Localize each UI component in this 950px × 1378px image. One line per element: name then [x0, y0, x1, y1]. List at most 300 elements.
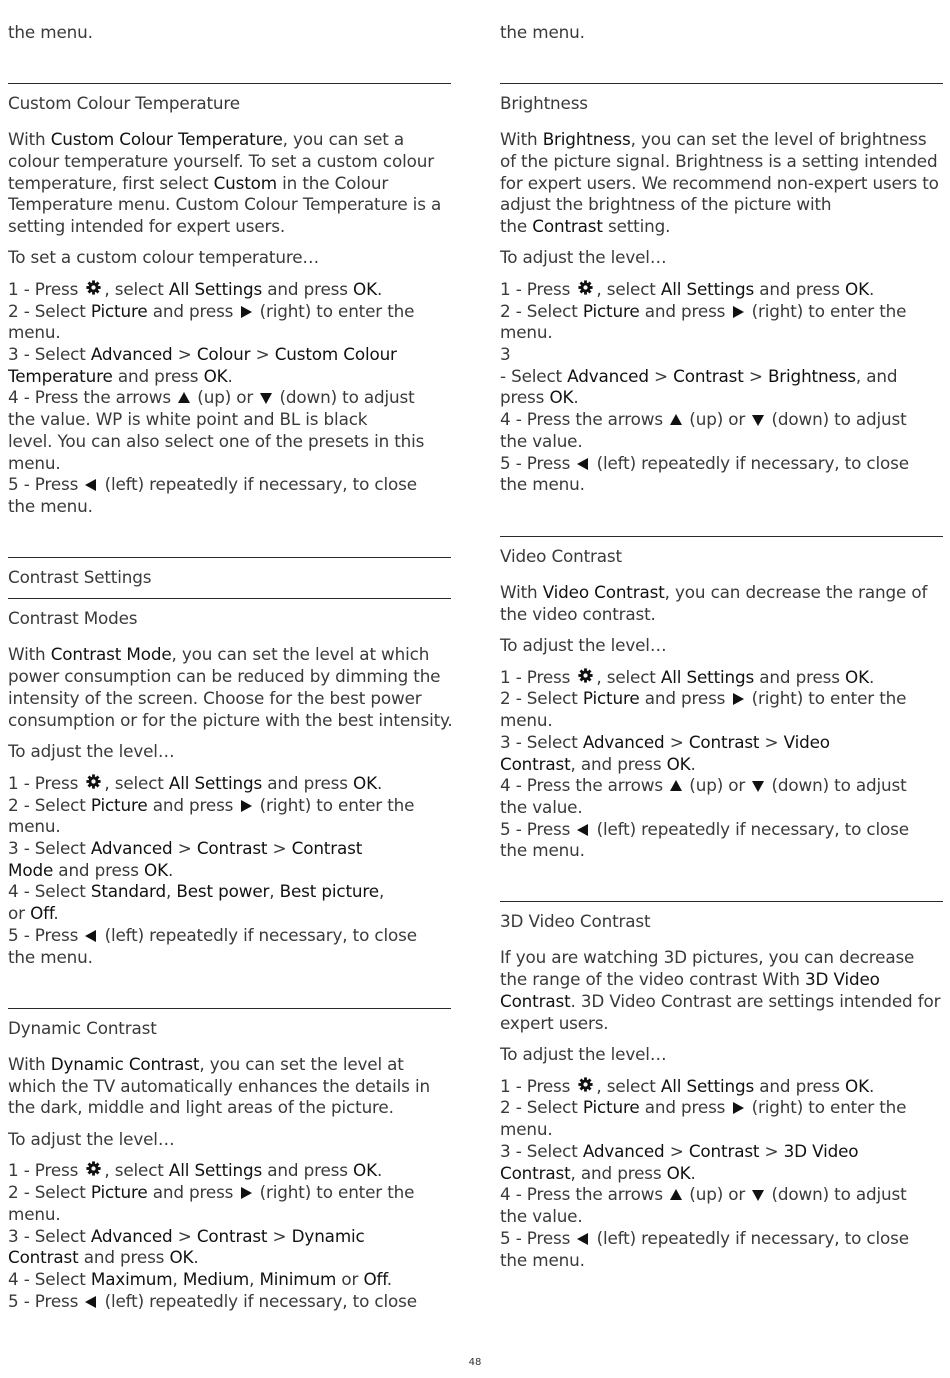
text-line: [8, 300, 414, 323]
menu-term: Advanced: [90, 1226, 173, 1246]
text-run: the video contrast.: [500, 604, 656, 624]
menu-term: Advanced: [582, 1141, 665, 1161]
text-run: 1 - Press: [8, 773, 84, 793]
settings-gear-icon: [85, 773, 102, 795]
text-run: (down) to adjust: [766, 775, 907, 795]
text-run: and press: [147, 795, 239, 815]
text-run: 1 - Press: [500, 667, 576, 687]
arrow-right-icon: [732, 1097, 744, 1119]
text-line: [8, 665, 440, 687]
text-run: >: [250, 344, 275, 364]
text-line: [8, 1268, 392, 1290]
menu-term: Picture: [90, 301, 148, 321]
text-run: Contrast Settings: [8, 567, 152, 587]
text-run: (down) to adjust: [766, 1184, 907, 1204]
menu-term: Mode: [8, 860, 54, 880]
text-run: .: [868, 279, 875, 299]
text-run: 3D Video Contrast: [500, 911, 651, 931]
menu-term: All Settings: [660, 279, 755, 299]
text-run: .: [376, 1160, 383, 1180]
text-line: [500, 774, 907, 797]
text-run: , and press: [570, 754, 667, 774]
settings-gear-icon: [577, 1076, 594, 1098]
text-run: and press: [639, 1097, 731, 1117]
menu-term: Medium: [182, 1269, 250, 1289]
text-run: (left) repeatedly if necessary, to close: [99, 925, 417, 945]
text-line: [500, 321, 553, 343]
text-line: [8, 21, 93, 43]
menu-term: Picture: [90, 1182, 148, 1202]
text-run: .: [376, 773, 383, 793]
text-run: , you can set the level at: [199, 1054, 404, 1074]
text-run: the value.: [500, 1206, 583, 1226]
menu-term: Picture: [582, 688, 640, 708]
text-run: >: [172, 1226, 197, 1246]
text-run: menu.: [8, 816, 61, 836]
text-run: 2 - Select: [500, 301, 583, 321]
text-run: Video Contrast: [500, 546, 622, 566]
text-run: ,: [269, 881, 280, 901]
text-line: [500, 408, 907, 431]
text-run: With: [500, 582, 543, 602]
arrow-right-icon: [240, 1182, 252, 1204]
text-line: [8, 193, 441, 215]
text-run: and press: [754, 279, 846, 299]
text-line: [500, 634, 666, 656]
menu-term: OK: [144, 860, 168, 880]
text-run: , select: [104, 1160, 169, 1180]
text-run: setting intended for expert users.: [8, 216, 286, 236]
menu-term: Best power: [176, 881, 270, 901]
text-run: >: [664, 1141, 689, 1161]
menu-term: Best picture: [279, 881, 379, 901]
text-run: and press: [754, 1076, 846, 1096]
text-run: .: [193, 1247, 199, 1267]
menu-term: Minimum: [259, 1269, 337, 1289]
text-line: [500, 753, 696, 775]
text-run: - Select: [500, 366, 568, 386]
text-line: [500, 731, 830, 753]
menu-term: OK: [169, 1247, 194, 1267]
text-run: (left) repeatedly if necessary, to close: [99, 1291, 417, 1311]
text-line: [8, 924, 417, 947]
text-run: , select: [596, 279, 661, 299]
menu-term: OK: [666, 754, 691, 774]
text-run: To adjust the level…: [8, 741, 175, 761]
text-run: (right) to enter the: [254, 1182, 415, 1202]
text-line: [500, 430, 583, 452]
text-line: [500, 193, 831, 215]
text-run: 1 - Press: [8, 279, 84, 299]
text-run: , you can set the level of brightness: [630, 129, 927, 149]
text-line: [8, 343, 397, 365]
text-run: 4 - Press the arrows: [500, 1184, 669, 1204]
text-run: >: [267, 838, 292, 858]
text-run: >: [759, 732, 784, 752]
arrow-left-icon: [85, 925, 97, 947]
text-run: .: [690, 754, 696, 774]
arrow-left-icon: [577, 819, 589, 841]
text-line: [8, 246, 319, 268]
arrow-up-icon: [670, 409, 682, 431]
text-run: Brightness: [500, 93, 588, 113]
text-run: .: [227, 366, 233, 386]
text-line: [500, 910, 650, 932]
text-line: [500, 343, 511, 365]
text-run: and press: [262, 773, 354, 793]
text-run: 2 - Select: [8, 301, 91, 321]
menu-term: All Settings: [660, 1076, 755, 1096]
arrow-left-icon: [85, 474, 97, 496]
text-run: 3 - Select: [8, 1226, 91, 1246]
text-line: [8, 386, 415, 409]
text-line: [500, 21, 585, 43]
text-run: 2 - Select: [8, 1182, 91, 1202]
menu-term: OK: [666, 1163, 691, 1183]
arrow-down-icon: [260, 387, 272, 409]
arrow-down-icon: [752, 775, 764, 797]
text-run: consumption or for the picture with the best intensity.: [8, 710, 453, 730]
text-line: [8, 1225, 365, 1247]
text-run: If you are watching 3D pictures, you can decrease: [500, 947, 915, 967]
text-run: >: [267, 1226, 292, 1246]
section-divider: [8, 1008, 451, 1009]
text-run: ,: [166, 881, 177, 901]
text-run: menu.: [500, 1119, 553, 1139]
text-line: [500, 1249, 585, 1271]
section-divider: [8, 598, 451, 599]
text-line: [500, 1096, 906, 1119]
text-run: , you can set the level at which: [171, 644, 430, 664]
text-run: press: [500, 387, 550, 407]
text-line: [8, 1053, 404, 1075]
text-run: Dynamic Contrast: [8, 1018, 157, 1038]
text-run: and press: [112, 366, 204, 386]
text-run: With: [500, 129, 543, 149]
text-line: [8, 772, 382, 795]
menu-term: OK: [203, 366, 228, 386]
text-run: (down) to adjust: [274, 387, 415, 407]
text-line: [8, 321, 61, 343]
text-run: 4 - Select: [8, 881, 91, 901]
text-run: 2 - Select: [8, 795, 91, 815]
menu-term: Custom Colour Temperature: [50, 129, 283, 149]
text-run: To adjust the level…: [500, 1044, 667, 1064]
text-line: [8, 1017, 157, 1039]
text-line: [8, 902, 59, 924]
text-line: [500, 246, 666, 268]
text-run: and press: [639, 688, 731, 708]
menu-term: Contrast: [196, 838, 268, 858]
menu-term: Contrast: [500, 754, 571, 774]
menu-term: Dynamic Contrast: [50, 1054, 200, 1074]
text-line: [500, 1162, 696, 1184]
text-line: [8, 172, 388, 194]
text-run: (right) to enter the: [746, 688, 907, 708]
text-run: 4 - Select: [8, 1269, 91, 1289]
text-run: (right) to enter the: [254, 795, 415, 815]
menu-term: Contrast: [500, 991, 571, 1011]
text-run: the menu.: [8, 947, 93, 967]
text-line: [500, 1075, 874, 1098]
text-run: colour temperature yourself. To set a custom colour: [8, 151, 434, 171]
text-run: . 3D Video Contrast are settings intended for: [570, 991, 941, 1011]
text-run: (left) repeatedly if necessary, to close: [591, 1228, 909, 1248]
text-line: [500, 215, 670, 237]
text-run: (right) to enter the: [746, 1097, 907, 1117]
text-run: (up) or: [684, 775, 751, 795]
text-line: [500, 1205, 583, 1227]
arrow-up-icon: [178, 387, 190, 409]
menu-term: Contrast: [688, 1141, 760, 1161]
text-run: adjust the brightness of the picture with: [500, 194, 832, 214]
text-run: the value.: [500, 431, 583, 451]
text-line: [8, 365, 233, 387]
menu-term: All Settings: [168, 773, 263, 793]
menu-term: All Settings: [660, 667, 755, 687]
text-run: temperature, first select: [8, 173, 214, 193]
text-run: the menu.: [8, 496, 93, 516]
text-line: [500, 1183, 907, 1206]
text-run: Custom Colour Temperature: [8, 93, 240, 113]
text-line: [500, 581, 927, 603]
text-run: 3: [500, 344, 511, 364]
text-line: [8, 430, 424, 452]
text-run: (right) to enter the: [746, 301, 907, 321]
text-run: , select: [596, 1076, 661, 1096]
text-run: ,: [249, 1269, 260, 1289]
text-line: [8, 1246, 199, 1268]
text-line: [500, 92, 588, 114]
menu-term: OK: [845, 667, 869, 687]
text-run: >: [759, 1141, 784, 1161]
text-run: or: [8, 903, 31, 923]
menu-term: OK: [549, 387, 574, 407]
text-run: and press: [78, 1247, 170, 1267]
arrow-up-icon: [670, 1184, 682, 1206]
text-run: .: [53, 903, 59, 923]
text-line: [8, 607, 137, 629]
menu-term: Custom Colour: [274, 344, 397, 364]
text-run: Contrast Modes: [8, 608, 138, 628]
text-line: [8, 1075, 430, 1097]
arrow-right-icon: [240, 795, 252, 817]
text-line: [8, 452, 61, 474]
text-run: and press: [262, 279, 354, 299]
arrow-right-icon: [732, 301, 744, 323]
text-run: the: [500, 216, 533, 236]
settings-gear-icon: [577, 667, 594, 689]
menu-term: Video: [783, 732, 830, 752]
text-run: .: [868, 667, 875, 687]
text-run: the menu.: [500, 474, 585, 494]
text-run: which the TV automatically enhances the details in: [8, 1076, 430, 1096]
menu-term: OK: [845, 279, 869, 299]
menu-term: Picture: [582, 1097, 640, 1117]
text-run: (left) repeatedly if necessary, to close: [591, 819, 909, 839]
menu-term: 3D Video: [783, 1141, 859, 1161]
menu-term: Contrast: [500, 1163, 571, 1183]
settings-gear-icon: [85, 279, 102, 301]
text-run: .: [167, 860, 174, 880]
menu-term: Contrast: [688, 732, 760, 752]
text-run: , select: [104, 279, 169, 299]
text-run: 1 - Press: [8, 1160, 84, 1180]
section-divider: [500, 901, 943, 902]
text-run: the menu.: [500, 22, 585, 42]
menu-term: Standard: [90, 881, 167, 901]
text-run: With: [8, 129, 51, 149]
menu-term: Brightness: [542, 129, 631, 149]
text-line: [500, 603, 656, 625]
text-run: level. You can also select one of the presets in this: [8, 431, 425, 451]
text-run: the value.: [500, 797, 583, 817]
text-run: (left) repeatedly if necessary, to close: [99, 474, 417, 494]
settings-gear-icon: [577, 279, 594, 301]
text-run: and press: [147, 301, 239, 321]
menu-term: Contrast: [673, 366, 744, 386]
text-line: [8, 278, 382, 301]
text-run: 5 - Press: [500, 819, 576, 839]
text-run: , you can decrease the range of: [664, 582, 928, 602]
text-line: [500, 709, 553, 731]
text-line: [500, 990, 940, 1012]
text-run: 2 - Select: [500, 1097, 583, 1117]
menu-term: Advanced: [90, 344, 173, 364]
section-divider: [500, 536, 943, 537]
text-line: [500, 968, 880, 990]
menu-term: Advanced: [90, 838, 173, 858]
text-run: the range of the video contrast With: [500, 969, 805, 989]
arrow-left-icon: [85, 1291, 97, 1313]
text-run: for expert users. We recommend non-expert users to: [500, 173, 939, 193]
text-run: With: [8, 644, 51, 664]
text-run: the menu.: [8, 22, 93, 42]
text-line: [500, 1227, 909, 1250]
text-run: (up) or: [684, 409, 751, 429]
text-run: >: [172, 344, 197, 364]
text-line: [8, 1181, 414, 1204]
text-run: (down) to adjust: [766, 409, 907, 429]
text-run: , and press: [570, 1163, 667, 1183]
menu-term: OK: [353, 279, 377, 299]
menu-term: 3D Video: [805, 969, 880, 989]
text-line: [500, 796, 583, 818]
text-run: 1 - Press: [500, 1076, 576, 1096]
menu-term: Picture: [90, 795, 148, 815]
menu-term: OK: [353, 1160, 377, 1180]
text-run: expert users.: [500, 1013, 609, 1033]
menu-term: Contrast: [8, 1247, 79, 1267]
text-line: [8, 495, 93, 517]
text-run: (right) to enter the: [254, 301, 415, 321]
menu-term: Advanced: [582, 732, 665, 752]
text-line: [8, 473, 417, 496]
text-run: or: [336, 1269, 364, 1289]
text-line: [500, 278, 874, 301]
text-run: 3 - Select: [500, 1141, 583, 1161]
text-line: [8, 740, 174, 762]
text-run: 5 - Press: [500, 1228, 576, 1248]
text-run: 5 - Press: [8, 474, 84, 494]
text-run: 3 - Select: [8, 838, 91, 858]
menu-term: Contrast: [291, 838, 363, 858]
text-line: [8, 1128, 174, 1150]
text-run: , select: [596, 667, 661, 687]
text-run: and press: [53, 860, 145, 880]
text-line: [500, 545, 622, 567]
text-line: [8, 687, 422, 709]
text-run: 4 - Press the arrows: [500, 409, 669, 429]
text-line: [8, 150, 434, 172]
text-run: >: [743, 366, 768, 386]
text-run: and press: [639, 301, 731, 321]
menu-term: All Settings: [168, 279, 263, 299]
text-run: .: [386, 1269, 392, 1289]
text-line: [8, 837, 362, 859]
text-line: [500, 946, 914, 968]
text-line: [500, 300, 906, 323]
text-run: Temperature menu. Custom Colour Temperature is a: [8, 194, 442, 214]
text-run: menu.: [500, 322, 553, 342]
menu-term: Video Contrast: [542, 582, 665, 602]
arrow-right-icon: [240, 301, 252, 323]
text-run: the value. WP is white point and BL is black: [8, 409, 368, 429]
text-line: [500, 1140, 858, 1162]
text-run: and press: [262, 1160, 354, 1180]
text-run: in the Colour: [276, 173, 389, 193]
text-run: menu.: [500, 710, 553, 730]
menu-term: Off: [363, 1269, 387, 1289]
text-line: [500, 839, 585, 861]
settings-gear-icon: [85, 1160, 102, 1182]
text-line: [8, 709, 453, 731]
menu-term: Advanced: [567, 366, 649, 386]
text-line: [500, 150, 937, 172]
text-run: .: [690, 1163, 696, 1183]
text-line: [8, 1290, 417, 1313]
text-run: .: [868, 1076, 875, 1096]
text-run: of the picture signal. Brightness is a setting intended: [500, 151, 938, 171]
text-run: 4 - Press the arrows: [8, 387, 177, 407]
text-run: intensity of the screen. Choose for the best power: [8, 688, 422, 708]
arrow-down-icon: [752, 1184, 764, 1206]
text-run: 4 - Press the arrows: [500, 775, 669, 795]
text-run: menu.: [8, 1204, 61, 1224]
text-line: [8, 946, 93, 968]
text-run: power consumption can be reduced by dimming the: [8, 666, 441, 686]
text-run: , select: [104, 773, 169, 793]
menu-term: OK: [353, 773, 377, 793]
menu-term: Temperature: [8, 366, 113, 386]
text-run: >: [172, 838, 197, 858]
menu-term: Contrast: [196, 1226, 268, 1246]
menu-term: Colour: [196, 344, 251, 364]
text-run: (up) or: [192, 387, 259, 407]
text-run: To adjust the level…: [500, 635, 667, 655]
text-line: [500, 473, 585, 495]
text-line: [8, 815, 61, 837]
text-run: 2 - Select: [500, 688, 583, 708]
text-run: 5 - Press: [8, 1291, 84, 1311]
text-run: .: [376, 279, 383, 299]
text-line: [8, 1096, 394, 1118]
arrow-down-icon: [752, 409, 764, 431]
text-run: menu.: [8, 322, 61, 342]
text-line: [8, 408, 367, 430]
arrow-right-icon: [732, 688, 744, 710]
text-line: [8, 1203, 61, 1225]
